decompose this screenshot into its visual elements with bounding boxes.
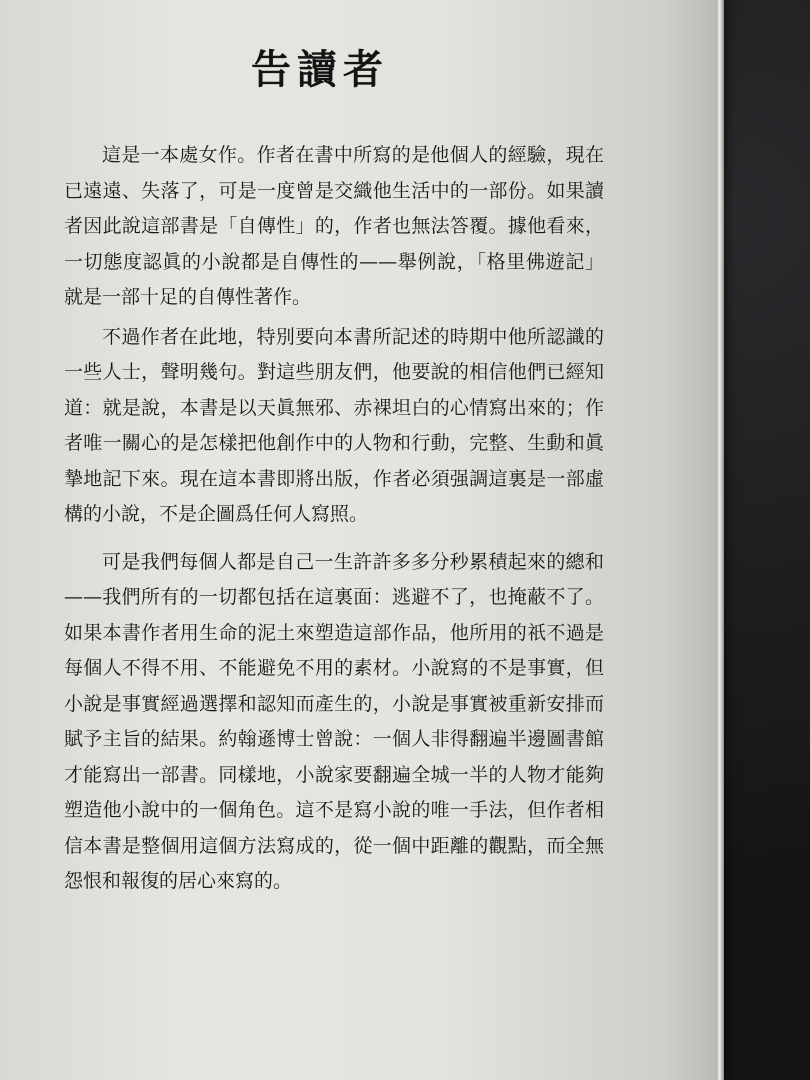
- paragraph-2: 不過作者在此地，特別要向本書所記述的時期中他所認識的一些人士，聲明幾句。對這些朋友們，他要說的相信他們已經知道：就是說，本書是以天眞無邪、赤裸坦白的心情寫出來的；作者唯一關心的是怎樣把他創作中的人物和行動，完整、生動和眞摯地記下來。現在這本書即將出版，作者必須强調這裏是一部虛構的小說，不是企圖爲任何人寫照。: [64, 325, 604, 525]
- paragraph-3: 可是我們每個人都是自己一生許許多多分秒累積起來的總和——我們所有的一切都包括在這裏面：逃避不了，也掩蔽不了。如果本書作者用生命的泥土來塑造這部作品，他所用的祇不過是每個人不得不用、不能避免不用的素材。小說寫的不是事實，但小說是事實經過選擇和認知而產生的，小說是事實被重新安排而賦予主旨的結果。約翰遜博士曾說：一個人非得翻遍半邊圖書館才能寫出一部書。同樣地，小說家要翻遍全城一半的人物才能夠塑造他小說中的一個角色。這不是寫小說的唯一手法，但作者相信本書是整個用這個方法寫成的，從一個中距離的觀點，而全無怨恨和報復的居心來寫的。: [64, 550, 604, 892]
- page-edge: [716, 0, 724, 1080]
- page-title: 告讀者: [251, 46, 389, 93]
- paragraph-1: 這是一本處女作。作者在書中所寫的是他個人的經驗，現在已遠遠、失落了，可是一度曾是交織他生活中的一部份。如果讀者因此說這部書是「自傳性」的，作者也無法答覆。據他看來，一切態度認眞的小說都是自傳性的——舉例說，「格里佛遊記」就是一部十足的自傳性著作。: [64, 144, 604, 308]
- body-text: [64, 138, 604, 900]
